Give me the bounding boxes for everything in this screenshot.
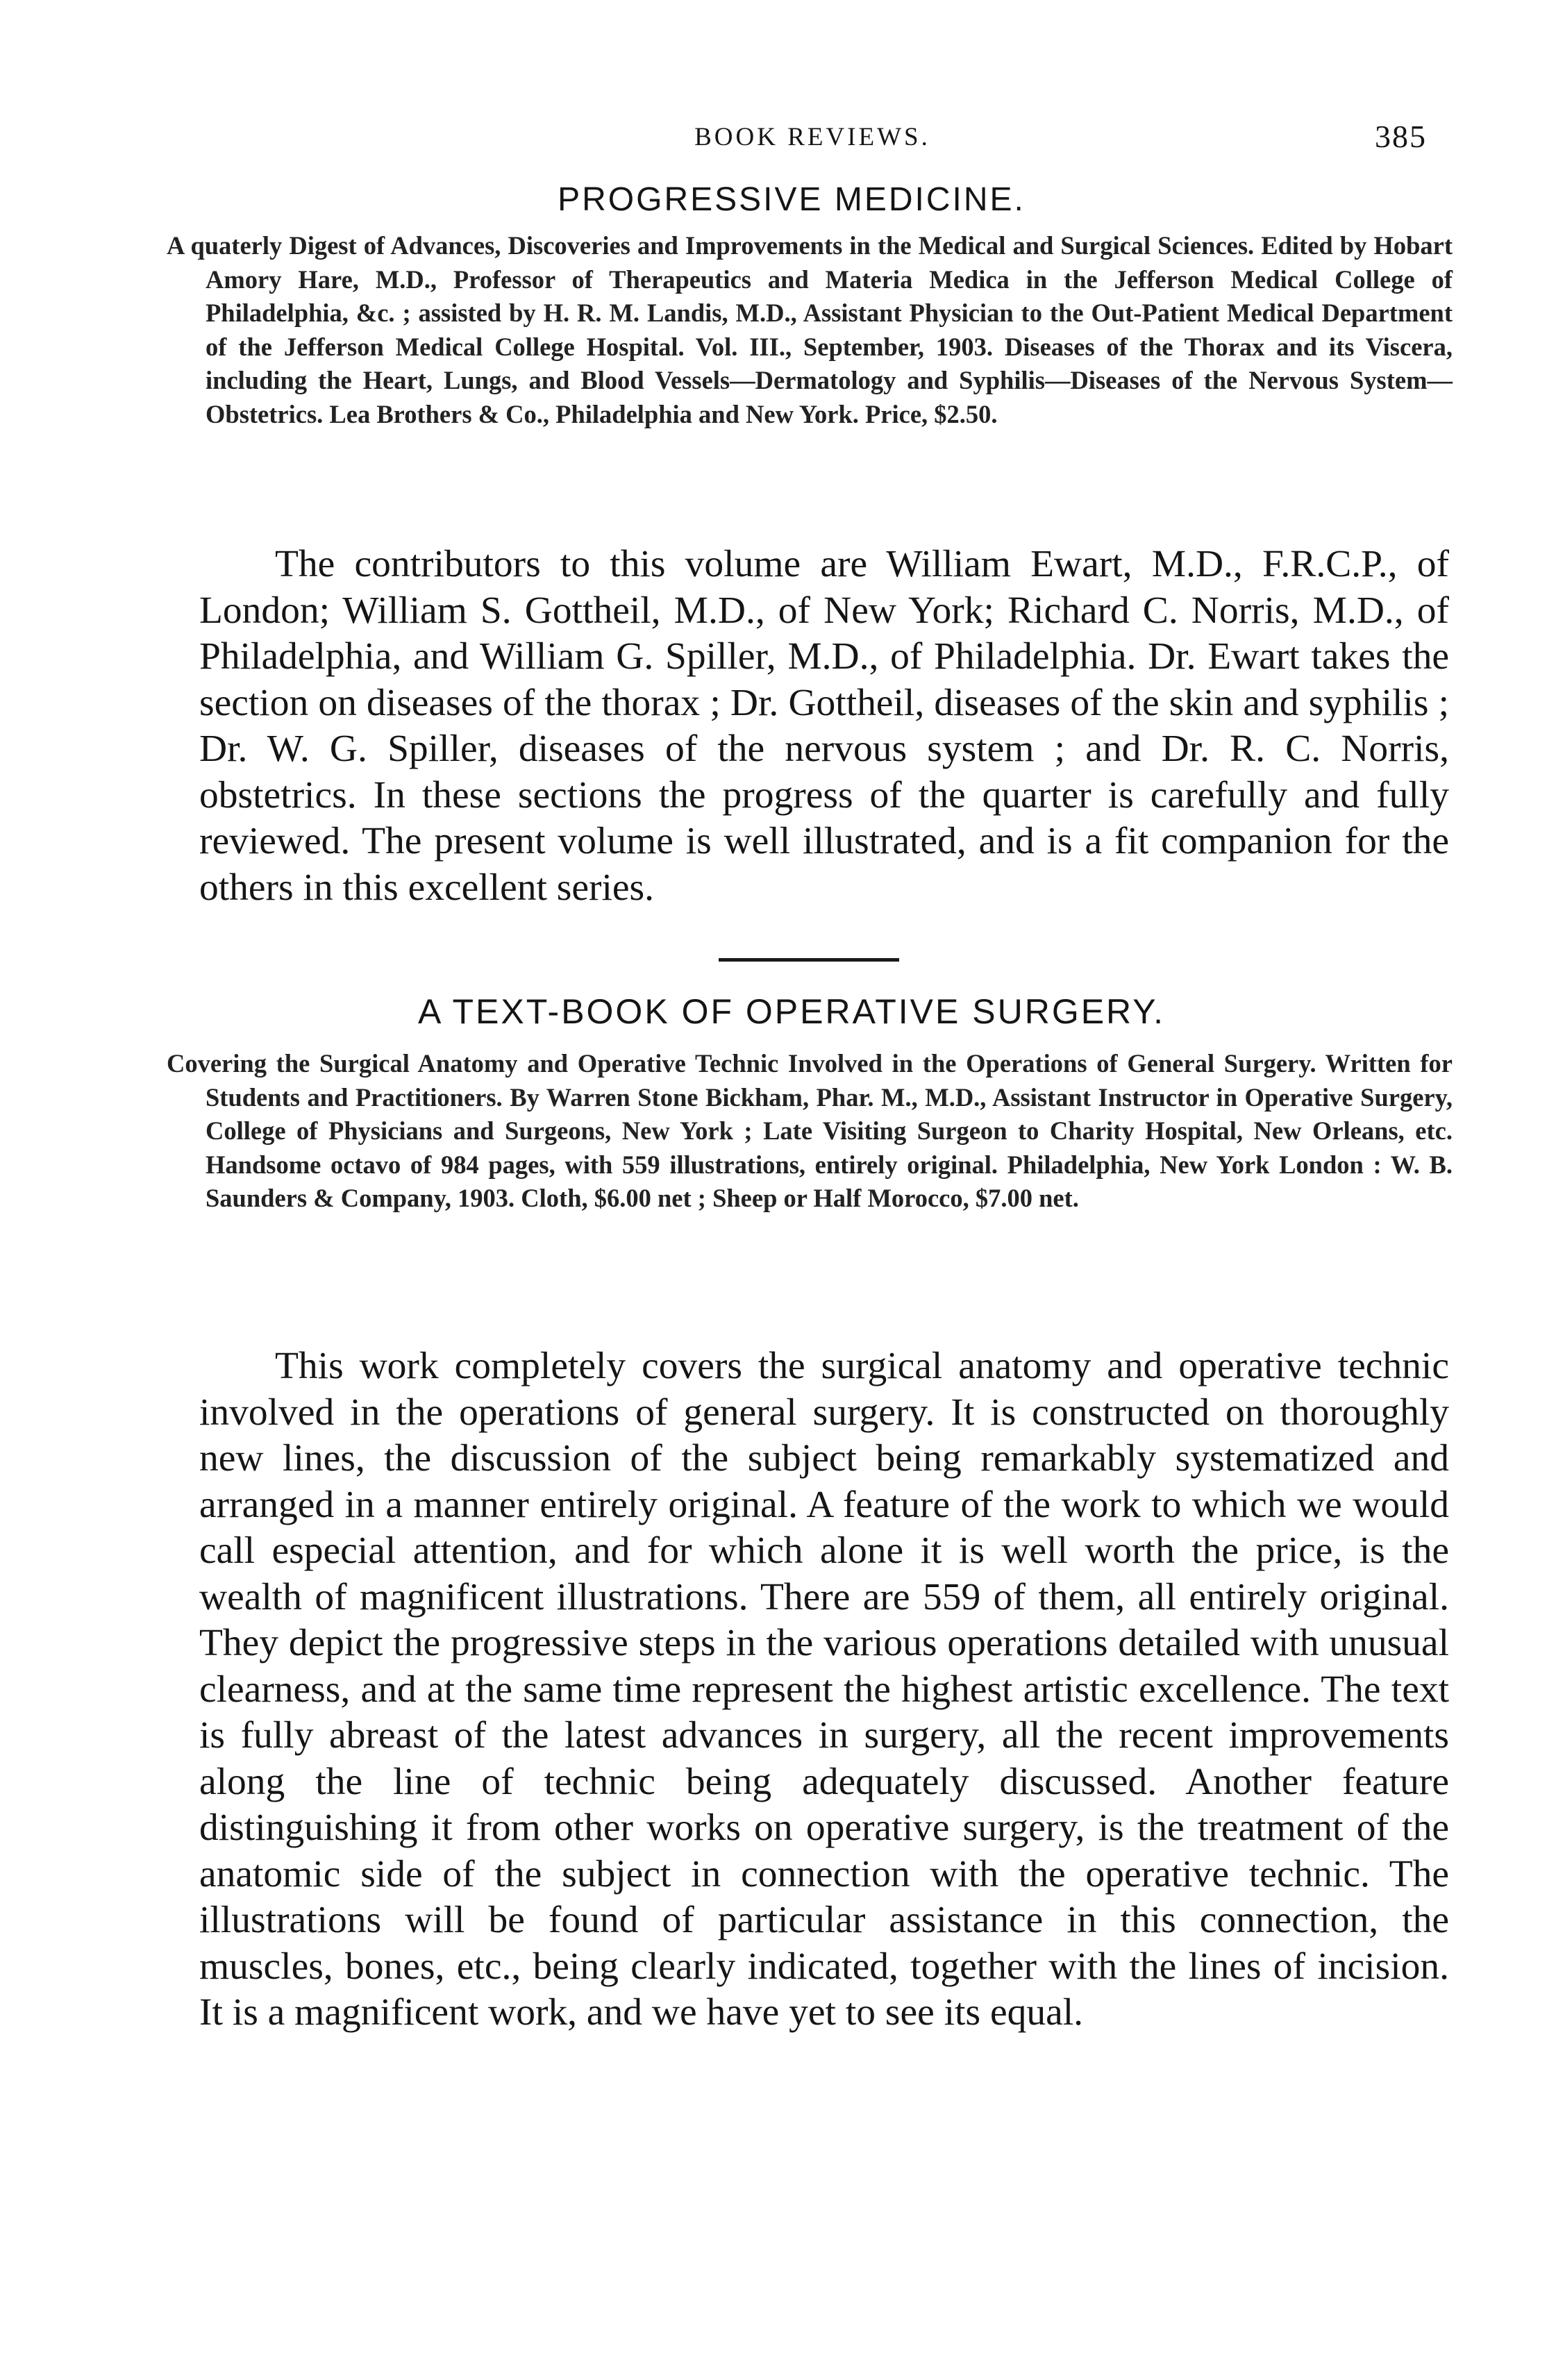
running-header [198, 118, 1427, 160]
running-title: BOOK REVIEWS. [694, 123, 930, 151]
page-number: 385 [1375, 119, 1427, 154]
review-title-progressive-medicine: PROGRESSIVE MEDICINE. [558, 181, 1026, 218]
review-title-operative-surgery: A TEXT-BOOK OF OPERATIVE SURGERY. [417, 992, 1166, 1031]
review-citation-progressive-medicine: A quaterly Digest of Advances, Discoveries and Improvements in the Medical and Surgical Sciences. Edited by Hobart Amory Hare, M.D., Professor of Therapeutics and Materia Medica in the Jefferson Medical College of Philadelphia, &c. ; assisted by H. R. M. Landis, M.D., Assistant Physician to the Out-Patient Medical Department of the Jefferson Medical College Hospital. Vol. III., September, 1903. Diseases of the Thorax and its Viscera, including the Heart, Lungs, and Blood Vessels—Dermatology and Syphilis—Diseases of the Nervous System—Obstetrics. Lea Brothers & Co., Philadelphia and New York. Price, $2.50. [167, 231, 1453, 428]
review-citation-operative-surgery: Covering the Surgical Anatomy and Operative Technic Involved in the Operations of General Surgery. Written for Students and Practitioners. By Warren Stone Bickham, Phar. M., M.D., Assistant Instructor in Operative Surgery, College of Physicians and Surgeons, New York ; Late Visiting Surgeon to Charity Hospital, New Orleans, etc. Handsome octavo of 984 pages, with 559 illustrations, entirely original. Philadelphia, New York London : W. B. Saunders & Company, 1903. Cloth, $6.00 net ; Sheep or Half Morocco, $7.00 net. [167, 1049, 1453, 1212]
section-divider [719, 958, 899, 962]
review-body-progressive-medicine: The contributors to this volume are William Ewart, M.D., F.R.C.P., of London; William S. Gottheil, M.D., of New York; Richard C. Norris, M.D., of Philadelphia, and William G. Spiller, M.D., of Philadelphia. Dr. Ewart takes the section on diseases of the thorax ; Dr. Gottheil, diseases of the skin and syphilis ; Dr. W. G. Spiller, diseases of the nervous system ; and Dr. R. C. Norris, obstetrics. In these sections the progress of the quarter is carefully and fully reviewed. The present volume is well illustrated, and is a fit companion for the others in this excellent series. [199, 543, 1449, 909]
review-body-operative-surgery: This work completely covers the surgical anatomy and operative technic involved in the operations of general surgery. It is constructed on thoroughly new lines, the discussion of the subject being remarkably systematized and arranged in a manner entirely original. A feature of the work to which we would call especial attention, and for which alone it is well worth the price, is the wealth of magnificent illustrations. There are 559 of them, all entirely original. They depict the progressive steps in the various operations detailed with unusual clearness, and at the same time represent the highest artistic excellence. The text is fully abreast of the latest advances in surgery, all the recent improvements along the line of technic being adequately discussed. Another feature distinguishing it from other works on operative surgery, is the treatment of the anatomic side of the subject in connection with the operative technic. The illustrations will be found of particular assistance in this connection, the muscles, bones, etc., being clearly indicated, together with the lines of incision. It is a magnificent work, and we have yet to see its equal. [199, 1345, 1449, 2034]
